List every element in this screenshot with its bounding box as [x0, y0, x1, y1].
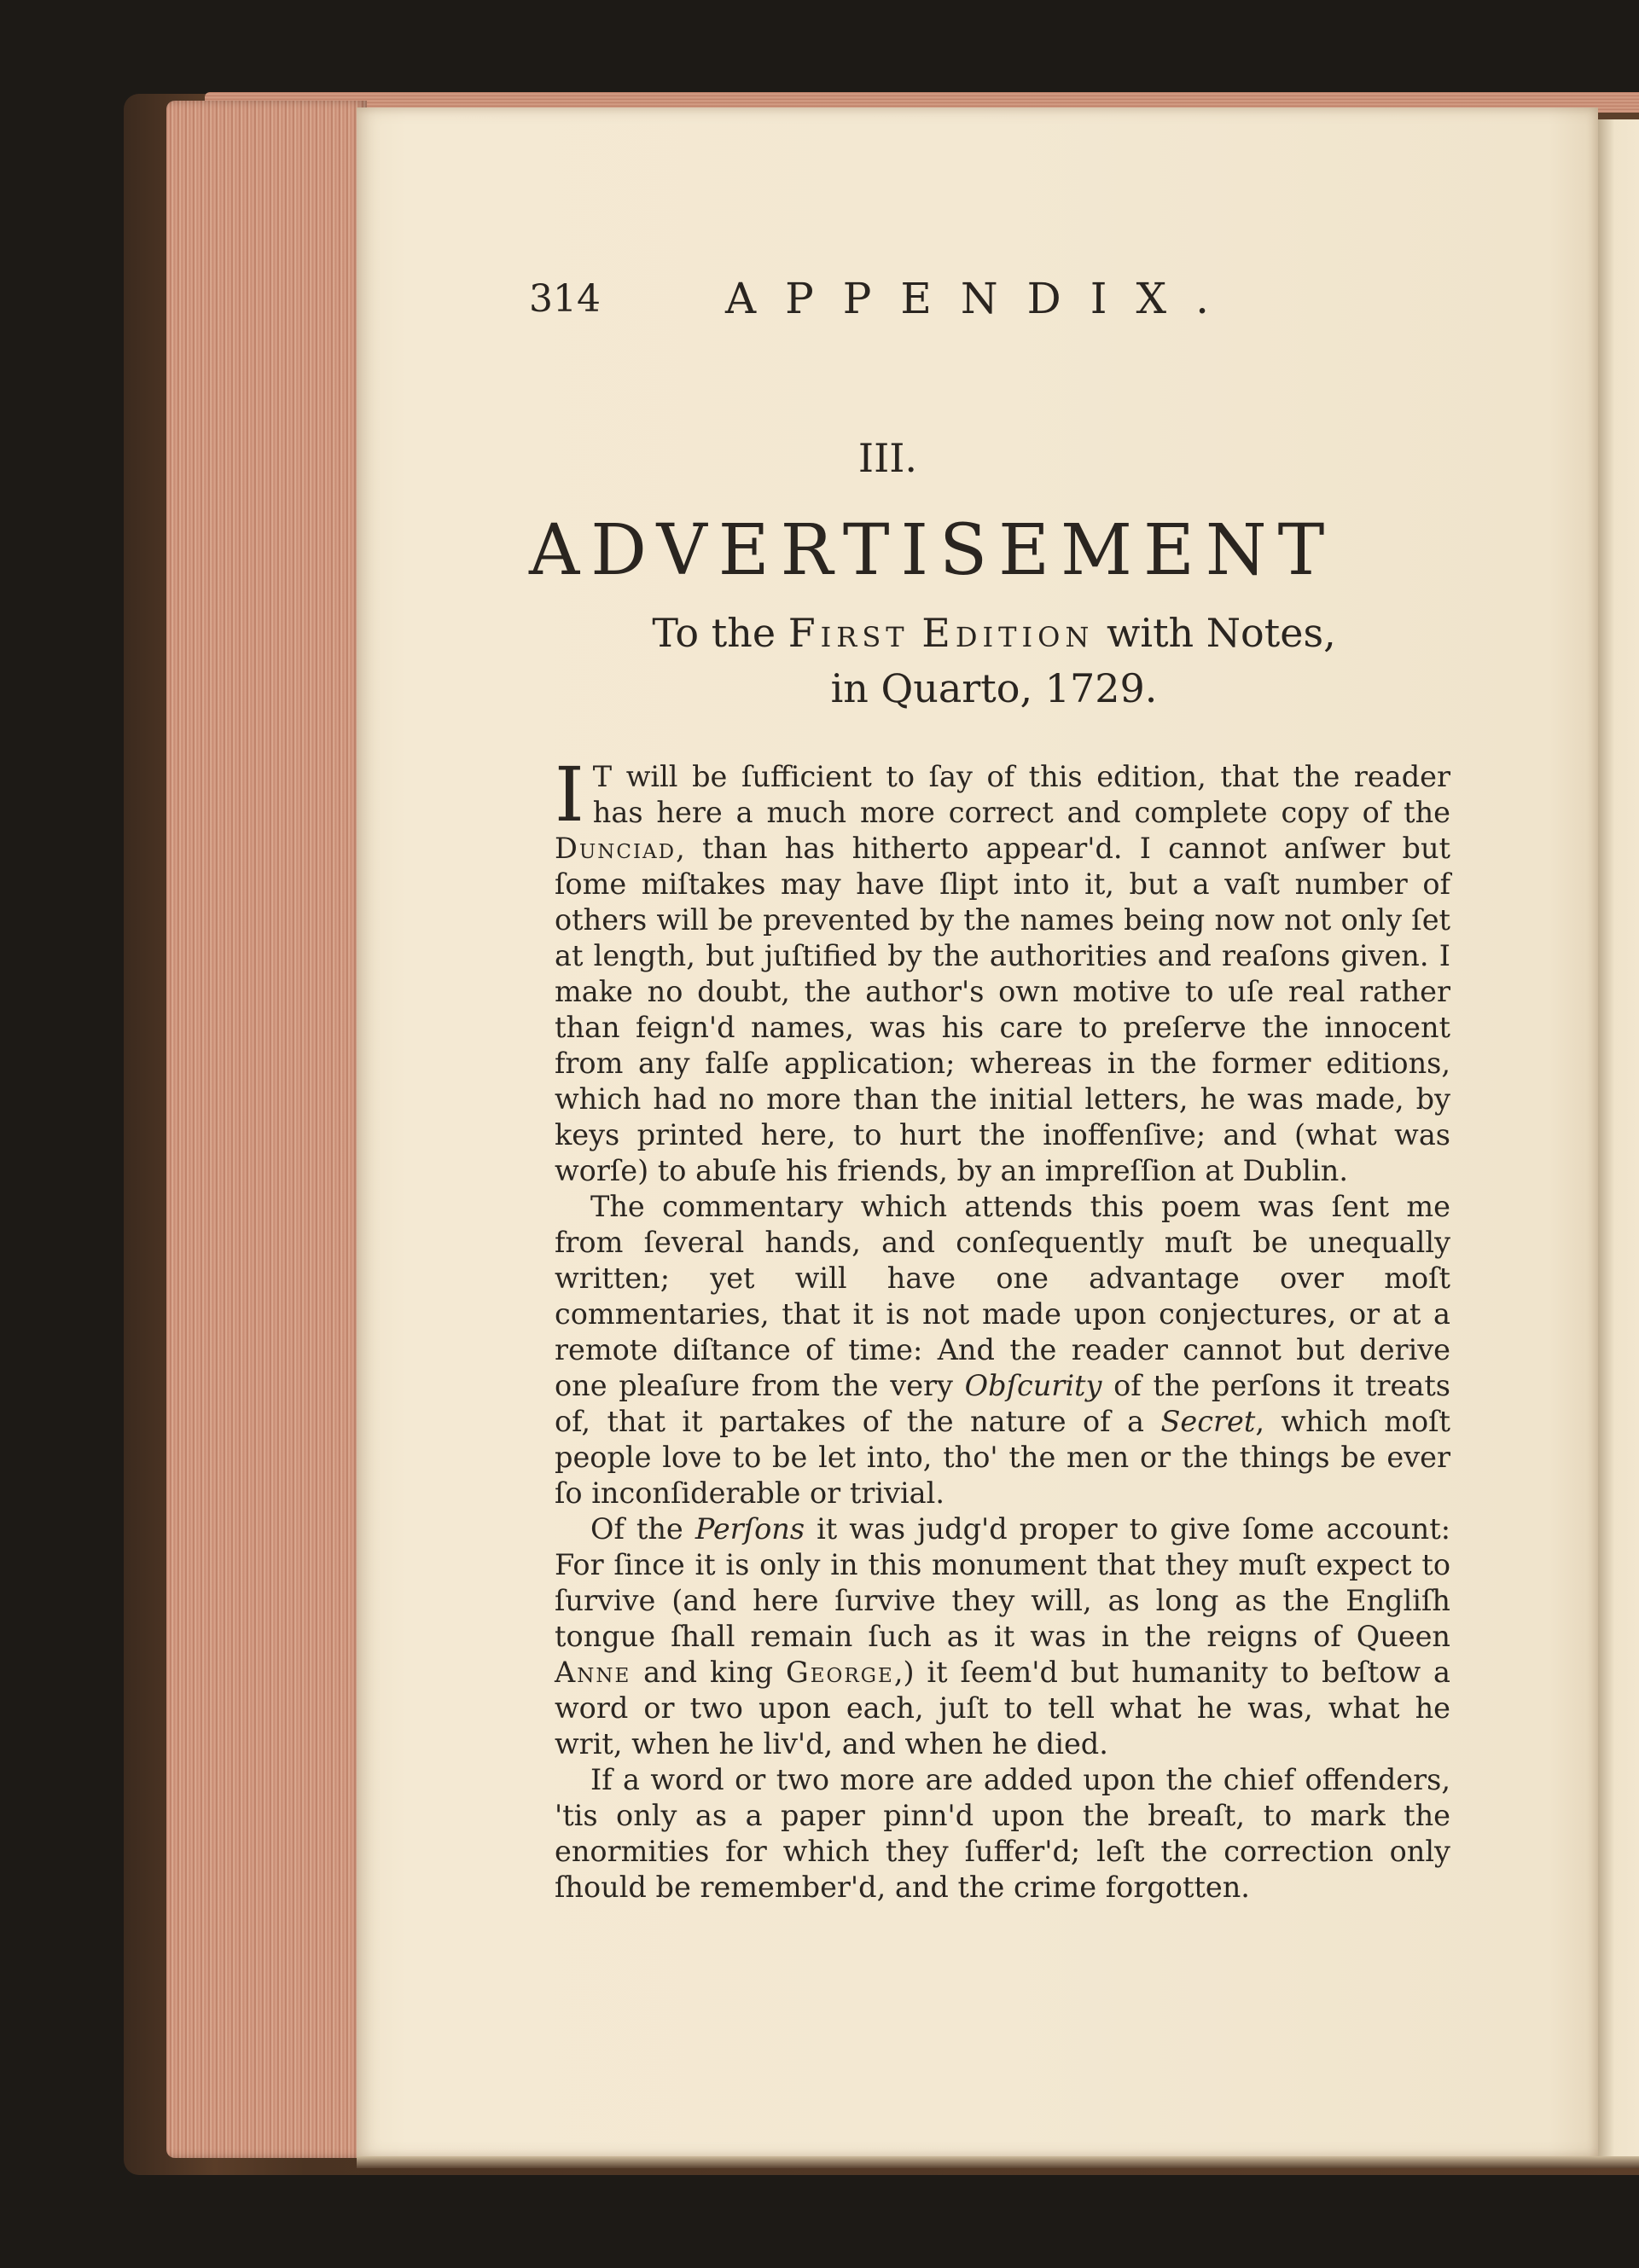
- subtitle-prefix: To the: [652, 610, 776, 656]
- paragraph-4: [555, 1762, 1450, 1905]
- p2-secret: Secret: [1160, 1405, 1256, 1438]
- page-bottom-edge: [357, 2156, 1639, 2168]
- page-number: 314: [529, 277, 601, 321]
- subtitle-line-2: in Quarto, 1729.: [830, 665, 1158, 711]
- paragraph-2: [555, 1189, 1450, 1511]
- subtitle-edition: Edition: [921, 610, 1095, 656]
- page-edges-left: [166, 101, 367, 2158]
- p2-text-c: , which moſt people love to be let into, tho' the men or the things be ever ſo inconſiderable or trivial.: [555, 1405, 1450, 1510]
- running-header: [529, 274, 1459, 337]
- p2-obscurity: Obſcurity: [964, 1369, 1102, 1402]
- facing-page: [1598, 119, 1639, 2158]
- p3-george: George: [785, 1656, 894, 1689]
- p3-text-d: ,) it ſeem'd but humanity to beſtow a word or two upon each, juſt to tell what he was, what he writ, when he liv'd, and when he died.: [555, 1656, 1450, 1760]
- p1-text-a: T will be ſufficient to ſay of this edition, that the reader has here a much more correct and complete copy of the: [592, 760, 1450, 829]
- subtitle-suffix: with Notes,: [1106, 610, 1336, 656]
- body-text: [555, 751, 1451, 1905]
- p3-text-a: Of the: [590, 1512, 683, 1546]
- p2-text-b: of the perſons it treats of, that it partakes of the nature of a: [555, 1369, 1450, 1438]
- subtitle-line-1: [529, 610, 1459, 656]
- section-title: ADVERTISEMENT: [529, 510, 1336, 591]
- section-number: III.: [857, 435, 918, 481]
- running-head: APPENDIX.: [725, 274, 1238, 323]
- p2-text-a: The commentary which attends this poem was ſent me from ſeveral hands, and conſequently muſt be unequally written; yet will have one advantage over moſt commentaries, that it is not made upon conjectures, or at a remote diſtance of time: And the reader cannot but derive one pleaſure from the very: [555, 1190, 1450, 1402]
- p3-text-b: it was judg'd proper to give ſome account: For ſince it is only in this monument that they muſt expect to ſurvive (and here ſurvive they will, as long as the Engliſh tongue ſhall remain ſuch as it was in the reigns of Queen: [555, 1512, 1451, 1653]
- p3-anne: Anne: [555, 1656, 631, 1689]
- p3-persons: Perſons: [695, 1512, 805, 1546]
- p3-text-c: and king: [643, 1656, 774, 1689]
- p4-text: If a word or two more are added upon the chief offenders, 'tis only as a paper pinn'd upon the breaſt, to mark the enormities for which they ſuffer'd; leſt the correction only ſhould be remember'd, and the crime forgotten.: [555, 1763, 1450, 1904]
- p1-text-b: , than has hitherto appear'd. I cannot anſwer but ſome miſtakes may have ſlipt into it, but a vaſt number of others will be prevented by the names being now not only ſet at length, but juſtified by the authorities and reaſons given. I make no doubt, the author's own motive to uſe real rather than feign'd names, was his care to preſerve the innocent from any falſe application; whereas in the former editions, which had no more than the initial letters, he was made, by keys printed here, to hurt the inoffenſive; and (what was worſe) to abuſe his friends, by an impreſſion at Dublin.: [555, 832, 1450, 1187]
- subtitle-first: First: [788, 610, 910, 656]
- drop-cap: I: [555, 751, 584, 838]
- paragraph-1: [555, 751, 1450, 1189]
- paragraph-3: [555, 1511, 1450, 1762]
- p1-dunciad: Dunciad: [555, 832, 677, 865]
